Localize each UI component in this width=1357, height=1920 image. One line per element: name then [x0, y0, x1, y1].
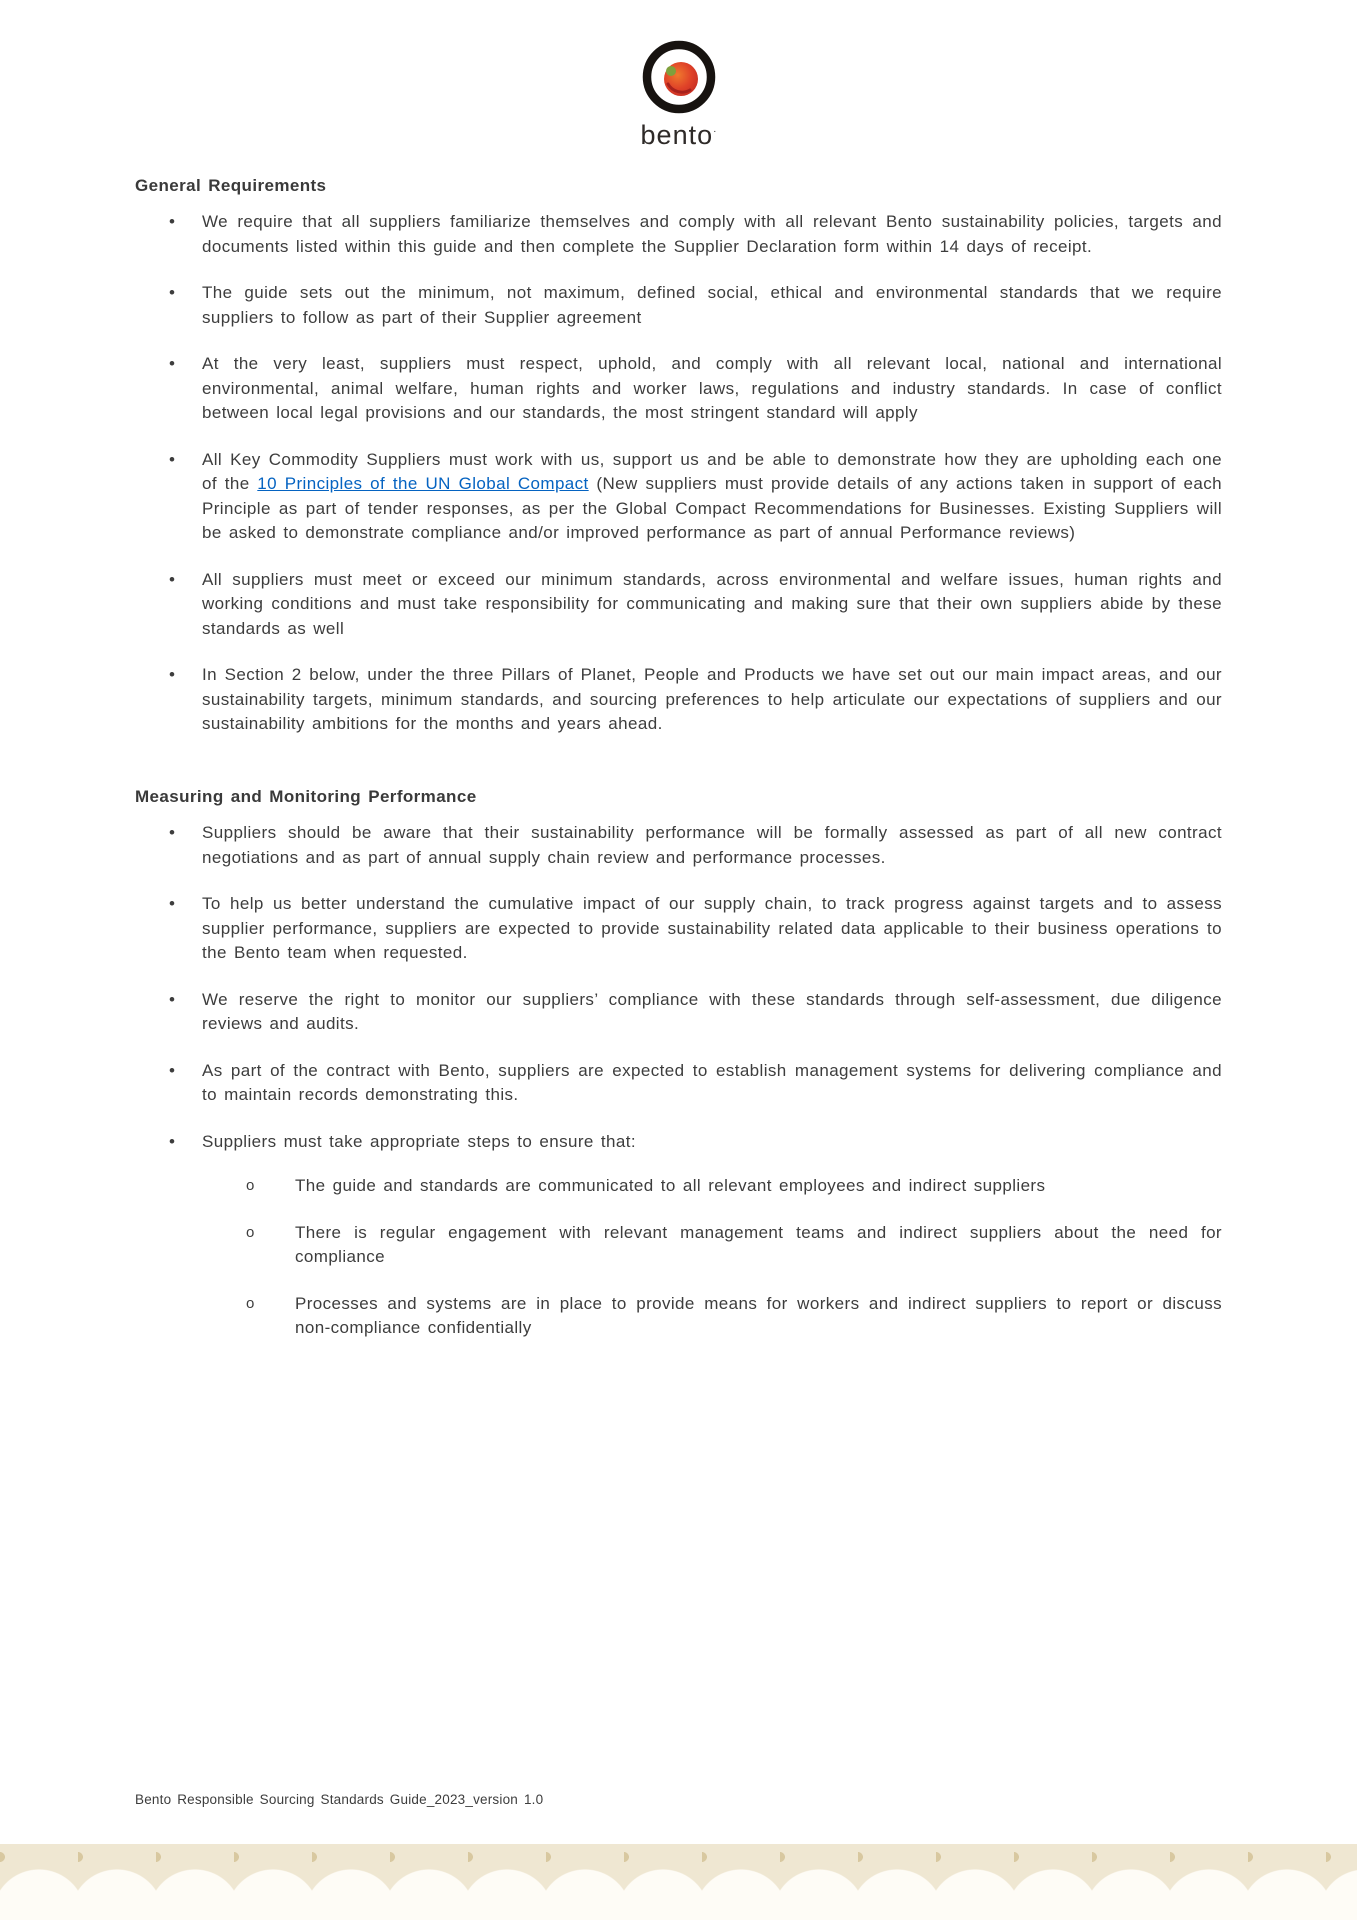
sub-bullet-item	[202, 1174, 1222, 1199]
sub-bullet-item	[202, 1221, 1222, 1270]
bullet-text: In Section 2 below, under the three Pillars of Planet, People and Products we have set out our main impact areas, and our sustainability targets, minimum standards, and sourcing preferences to help articulate our expectations of suppliers and our sustainability ambitions for the months and years ahead.	[202, 665, 1222, 733]
monitoring-performance-heading: Measuring and Monitoring Performance	[135, 786, 477, 806]
bullet-text: As part of the contract with Bento, suppliers are expected to establish management systems for delivering compliance and to maintain records demonstrating this.	[202, 1060, 1222, 1104]
document-footer: Bento Responsible Sourcing Standards Guide_2023_version 1.0	[135, 1792, 544, 1807]
bullet-text: All suppliers must meet or exceed our minimum standards, across environmental and welfare issues, human rights and working conditions and must take responsibility for communicating and making sure that their own suppliers abide by these standards as well	[202, 569, 1222, 638]
bullet-item	[135, 448, 1222, 546]
wordmark-trademark: ·	[713, 126, 717, 137]
bullet-item	[135, 352, 1222, 426]
bento-logo	[135, 38, 1222, 152]
general-requirements-list	[135, 210, 1222, 737]
bullet-item	[135, 892, 1222, 966]
un-global-compact-link[interactable]: 10 Principles of the UN Global Compact	[257, 474, 589, 493]
bullet-text: Suppliers should be aware that their sustainability performance will be formally assessed as part of all new contract negotiations and as part of annual supply chain review and performance processes.	[202, 823, 1222, 867]
bullet-item	[135, 821, 1222, 870]
sub-bullet-item	[202, 1292, 1222, 1341]
sub-bullet-list	[202, 1174, 1222, 1341]
bullet-text: The guide sets out the minimum, not maximum, defined social, ethical and environmental standards that we require suppliers to follow as part of their Supplier agreement	[202, 283, 1222, 327]
sub-bullet-text: The guide and standards are communicated to all relevant employees and indirect suppliers	[295, 1176, 1046, 1195]
bento-logo-icon	[135, 38, 1222, 116]
bullet-item	[135, 663, 1222, 737]
bullet-text: We require that all suppliers familiarize themselves and comply with all relevant Bento sustainability policies, targets and documents listed within this guide and then complete the Supplier Declaration form within 14 days of receipt.	[202, 212, 1222, 256]
bullet-item	[135, 988, 1222, 1037]
bullet-text: We reserve the right to monitor our suppliers’ compliance with these standards through self-assessment, due diligence reviews and audits.	[202, 989, 1222, 1033]
bullet-text: At the very least, suppliers must respect, uphold, and comply with all relevant local, national and international environmental, animal welfare, human rights and worker laws, regulations and industry standards. In case of conflict between local legal provisions and our standards, the most stringent standard will apply	[202, 354, 1222, 422]
scalloped-border-decoration	[0, 1844, 1357, 1920]
sub-bullet-text: Processes and systems are in place to provide means for workers and indirect suppliers to report or discuss non-compliance confidentially	[295, 1293, 1222, 1337]
bullet-text-pre: All Key Commodity Suppliers must work with us, support us and be able to demonstrate how they are upholding each one of the	[202, 449, 1222, 493]
bullet-item	[135, 1059, 1222, 1108]
bento-wordmark: bento·	[640, 120, 717, 150]
general-requirements-heading: General Requirements	[135, 175, 327, 195]
sub-bullet-text: There is regular engagement with relevant management teams and indirect suppliers about the need for compliance	[295, 1222, 1222, 1266]
bullet-text: To help us better understand the cumulative impact of our supply chain, to track progress against targets and to assess supplier performance, suppliers are expected to provide sustainability related data applicable to their business operations to the Bento team when requested.	[202, 894, 1222, 962]
bullet-text: Suppliers must take appropriate steps to ensure that:	[202, 1131, 636, 1151]
bullet-item	[135, 281, 1222, 330]
bullet-text-post: (New suppliers must provide details of any actions taken in support of each Principle as part of tender responses, as per the Global Compact Recommendations for Businesses. Existing Suppliers will be asked to demonstrate compliance and/or improved performance as part of annual Performance reviews)	[202, 474, 1222, 542]
bullet-item	[135, 210, 1222, 259]
bullet-item	[135, 1130, 1222, 1341]
monitoring-performance-list	[135, 821, 1222, 1341]
bullet-item	[135, 568, 1222, 642]
